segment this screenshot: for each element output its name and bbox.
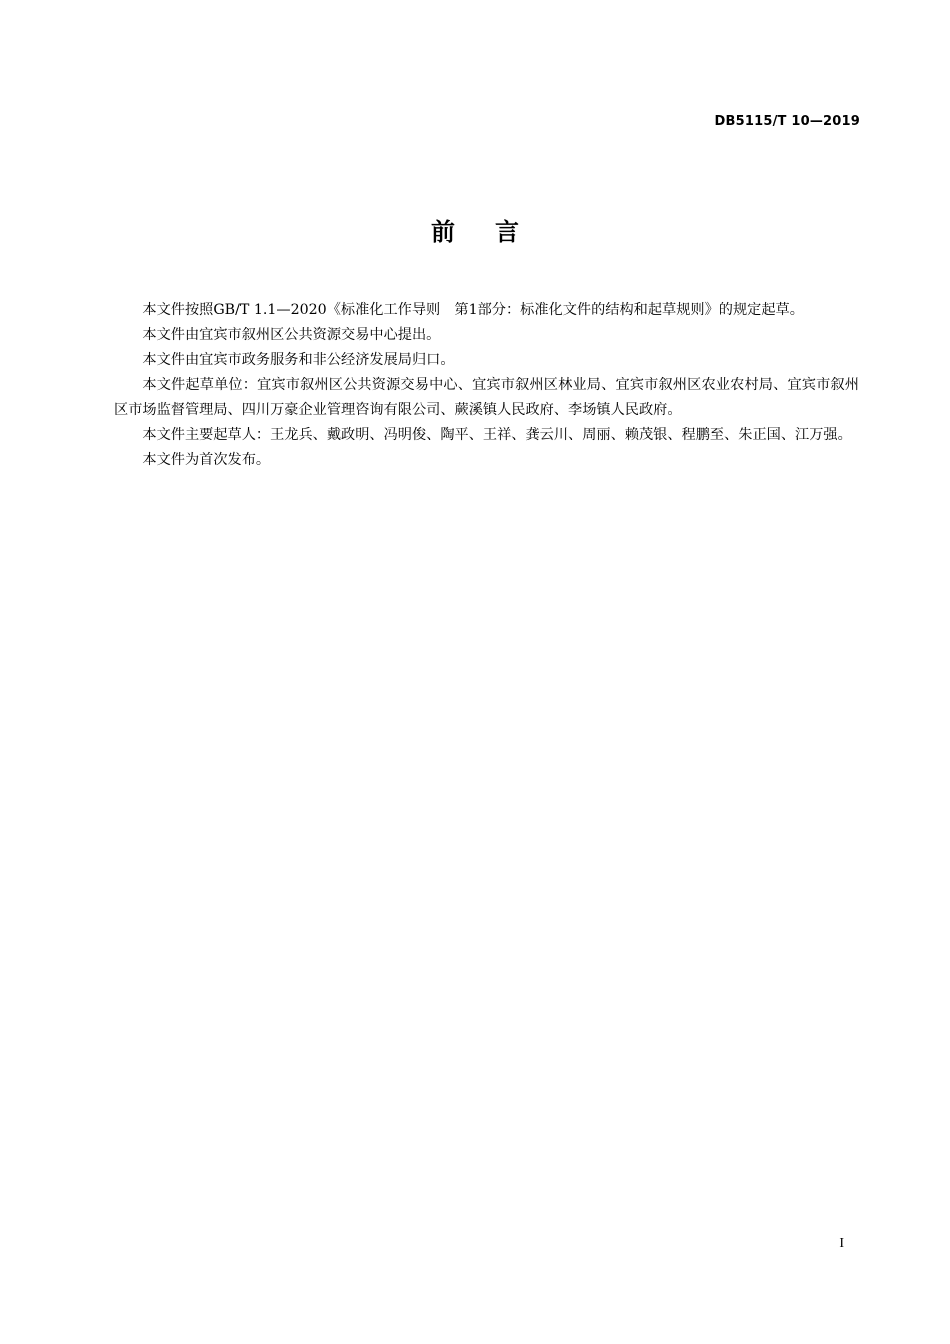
page-number: I xyxy=(839,1236,844,1251)
document-code: DB5115/T 10—2019 xyxy=(714,114,860,129)
foreword-body xyxy=(114,298,859,473)
paragraph-proposer: 本文件由宜宾市叙州区公共资源交易中心提出。 xyxy=(142,327,441,343)
paragraph-administrator: 本文件由宜宾市政务服务和非公经济发展局归口。 xyxy=(142,352,455,368)
page-title: 前言 xyxy=(431,218,559,246)
paragraph-first-release: 本文件为首次发布。 xyxy=(142,452,271,468)
paragraph-drafters: 本文件主要起草人：王龙兵、戴政明、冯明俊、陶平、王祥、龚云川、周丽、赖茂银、程鹏至、朱正国、江万强。 xyxy=(142,427,852,443)
paragraph-drafting-basis: 本文件按照GB/T 1.1—2020《标准化工作导则 第1部分：标准化文件的结构和起草规则》的规定起草。 xyxy=(142,302,804,318)
paragraph-drafting-units: 本文件起草单位：宜宾市叙州区公共资源交易中心、宜宾市叙州区林业局、宜宾市叙州区农业农村局、宜宾市叙州区市场监督管理局、四川万豪企业管理咨询有限公司、蕨溪镇人民政府、李场镇人民政府。 xyxy=(114,377,859,418)
